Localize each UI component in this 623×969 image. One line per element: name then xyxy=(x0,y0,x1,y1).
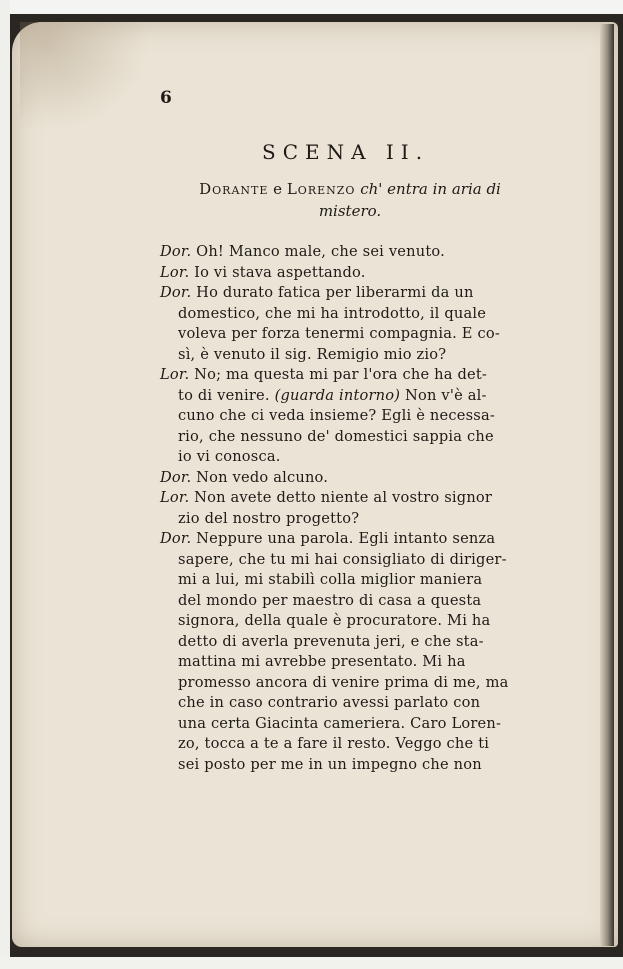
stage-direction-inline: (guarda intorno) xyxy=(274,386,401,404)
character-name-dorante: Dorante xyxy=(199,180,269,198)
line-text: Ho durato fatica per liberarmi da un xyxy=(196,284,474,301)
line-text: zio del nostro progetto? xyxy=(178,509,360,527)
line-text: No; ma questa mi par l'ora che ha det- xyxy=(194,366,488,383)
text-line xyxy=(160,406,545,427)
page-edge-shadow xyxy=(600,24,614,946)
line-text: del mondo per maestro di casa a questa xyxy=(178,591,482,609)
speaker-label: Lor. xyxy=(160,489,190,506)
text-line xyxy=(160,734,545,755)
line-text: Non v'è al- xyxy=(405,386,487,404)
line-text: Non avete detto niente al vostro signor xyxy=(194,489,493,506)
text-line xyxy=(160,509,545,530)
character-name-lorenzo: Lorenzo xyxy=(286,180,356,198)
text-line xyxy=(160,386,545,407)
speaker-label: Lor. xyxy=(160,263,190,281)
line-text: sapere, che tu mi hai consigliato di diriger- xyxy=(178,550,507,568)
text-line xyxy=(160,263,545,284)
line-text: una certa Giacinta cameriera. Caro Loren- xyxy=(178,714,502,732)
scan-margin-top xyxy=(0,0,623,14)
line-text: Oh! Manco male, che sei venuto. xyxy=(196,243,445,260)
line-text: detto di averla prevenuta jeri, e che sta- xyxy=(178,632,484,650)
speaker-label: Dor. xyxy=(160,468,192,486)
text-line xyxy=(160,324,545,345)
text-line xyxy=(160,550,545,571)
speaker-label: Dor. xyxy=(160,284,192,301)
conjunction: e xyxy=(273,180,283,198)
line-text: domestico, che mi ha introdotto, il quale xyxy=(178,304,487,322)
text-line xyxy=(160,283,545,304)
page-number: 6 xyxy=(160,88,172,108)
line-text: io vi conosca. xyxy=(178,448,281,465)
text-line xyxy=(160,427,545,448)
line-text: cuno che ci veda insieme? Egli è necessa- xyxy=(178,407,495,424)
stage-direction-cont: mistero. xyxy=(318,202,382,220)
text-line xyxy=(160,447,545,468)
text-line xyxy=(160,242,545,263)
text-line xyxy=(160,570,545,591)
line-text: Neppure una parola. Egli intanto senza xyxy=(196,530,496,547)
speaker-label: Dor. xyxy=(160,243,192,260)
line-text: Io vi stava aspettando. xyxy=(194,263,366,281)
text-line xyxy=(160,468,545,489)
text-line xyxy=(160,488,545,509)
text-line xyxy=(160,652,545,673)
scene-characters xyxy=(160,178,540,222)
text-line xyxy=(160,304,545,325)
line-text: signora, della quale è procuratore. Mi ha xyxy=(178,612,491,629)
line-text: Non vedo alcuno. xyxy=(196,468,329,486)
scene-title: SCENA II. xyxy=(262,140,430,164)
line-text: to di venire. xyxy=(178,386,270,404)
page-stain xyxy=(20,22,150,132)
text-line xyxy=(160,345,545,366)
text-line xyxy=(160,365,545,386)
line-text: promesso ancora di venire prima di me, ma xyxy=(178,673,509,691)
text-line xyxy=(160,693,545,714)
speaker-label: Lor. xyxy=(160,366,190,383)
stage-direction: ch' entra in aria di xyxy=(360,180,501,198)
text-line xyxy=(160,611,545,632)
line-text: sì, è venuto il sig. Remigio mio zio? xyxy=(178,345,447,363)
scan-margin-left xyxy=(0,0,10,969)
scan-margin-bottom xyxy=(0,957,623,969)
text-line xyxy=(160,529,545,550)
speaker-label: Dor. xyxy=(160,530,192,547)
text-line xyxy=(160,632,545,653)
line-text: che in caso contrario avessi parlato con xyxy=(178,694,481,711)
dialogue-text xyxy=(160,242,545,775)
text-line xyxy=(160,591,545,612)
line-text: mi a lui, mi stabilì colla miglior maniera xyxy=(178,571,483,588)
line-text: zo, tocca a te a fare il resto. Veggo che ti xyxy=(178,735,490,752)
text-line xyxy=(160,755,545,776)
line-text: voleva per forza tenermi compagnia. E co- xyxy=(178,325,500,342)
text-line xyxy=(160,673,545,694)
line-text: rio, che nessuno de' domestici sappia che xyxy=(178,427,494,445)
text-line xyxy=(160,714,545,735)
line-text: mattina mi avrebbe presentato. Mi ha xyxy=(178,653,466,670)
line-text: sei posto per me in un impegno che non xyxy=(178,755,482,773)
